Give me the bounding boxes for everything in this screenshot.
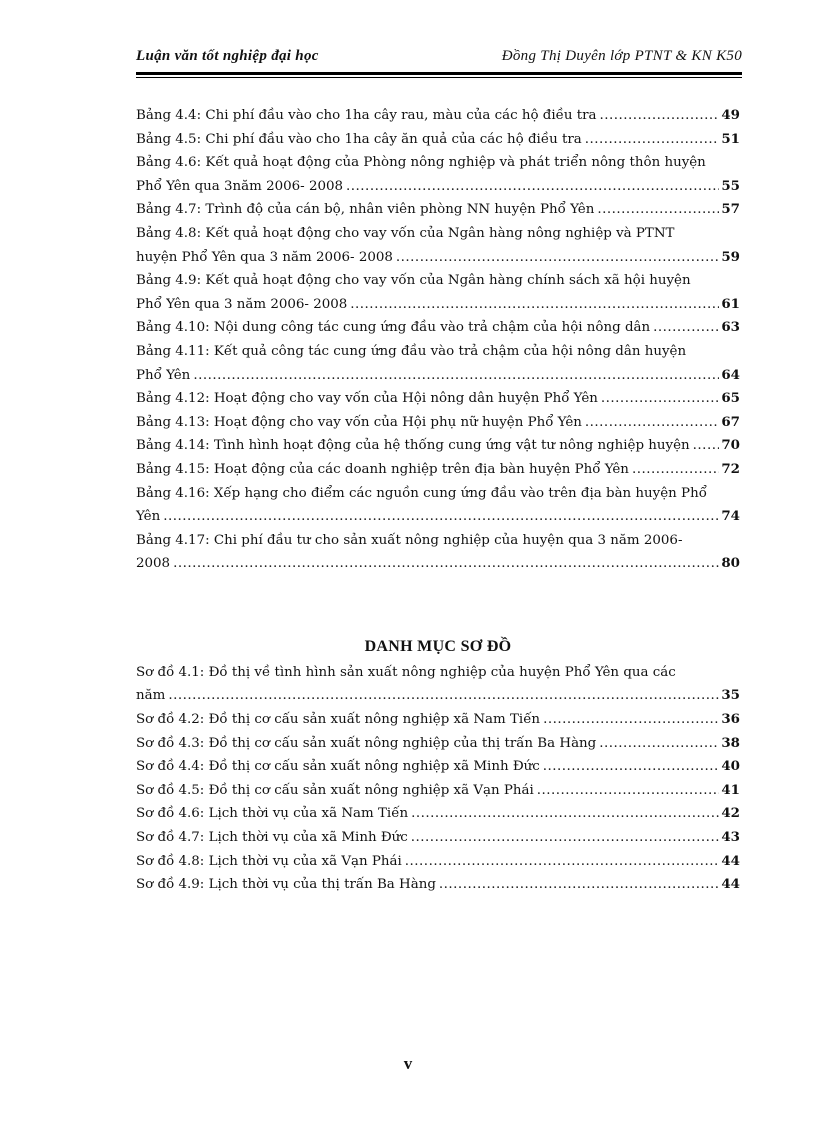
entry-line [136, 128, 740, 152]
table-entry [136, 222, 740, 269]
dot-leader [693, 434, 720, 458]
entry-page-number: 40 [721, 758, 740, 775]
entry-line [136, 779, 740, 803]
entry-page-number: 36 [721, 711, 740, 728]
table-entry [136, 434, 740, 458]
diagram-entry [136, 826, 740, 850]
entry-line [136, 850, 740, 874]
entry-line [136, 661, 740, 685]
entry-page-number: 80 [721, 555, 740, 572]
table-entry [136, 387, 740, 411]
entry-text: huyện Phổ Yên qua 3 năm 2006- 2008 [136, 249, 393, 265]
diagram-entry [136, 708, 740, 732]
entry-page-number: 55 [721, 177, 740, 194]
page-number: v [403, 1054, 413, 1073]
header-author: Đồng Thị Duyên lớp PTNT & KN K50 [501, 48, 742, 64]
table-entry [136, 151, 740, 198]
dot-leader [599, 732, 719, 756]
table-entry [136, 128, 740, 152]
dot-leader [543, 708, 719, 732]
diagram-entry [136, 802, 740, 826]
entry-line [136, 316, 740, 340]
diagram-entry [136, 661, 740, 708]
diagram-entry [136, 732, 740, 756]
entry-page-number: 42 [721, 805, 740, 822]
entry-line [136, 755, 740, 779]
dot-leader [346, 175, 719, 199]
entry-line [136, 246, 740, 270]
diagram-entry [136, 850, 740, 874]
dot-leader [653, 316, 719, 340]
dot-leader [585, 128, 720, 152]
dot-leader [411, 826, 720, 850]
entry-page-number: 43 [721, 829, 740, 846]
dot-leader [168, 684, 719, 708]
entry-text: Sơ đồ 4.6: Lịch thời vụ của xã Nam Tiến [136, 806, 409, 822]
entry-page-number: 44 [721, 852, 740, 869]
dot-leader [585, 411, 719, 435]
entry-line [136, 826, 740, 850]
entry-text: 2008 [136, 556, 171, 572]
entry-line [136, 732, 740, 756]
entry-page-number: 35 [721, 687, 740, 704]
dot-leader [411, 802, 719, 826]
header-rule-thin [136, 77, 742, 78]
entry-page-number: 64 [721, 366, 740, 383]
entry-line [136, 482, 740, 506]
entry-page-number: 67 [721, 413, 740, 430]
entry-text: Sơ đồ 4.4: Đồ thị cơ cấu sản xuất nông nghiệp xã Minh Đức [136, 759, 540, 775]
entry-text: Bảng 4.12: Hoạt động cho vay vốn của Hội nông dân huyện Phổ Yên [136, 391, 598, 407]
table-entry [136, 316, 740, 340]
entry-line [136, 708, 740, 732]
entry-page-number: 51 [721, 130, 740, 147]
list-of-tables [136, 104, 740, 576]
entry-page-number: 70 [721, 437, 740, 454]
diagram-entry [136, 873, 740, 897]
entry-page-number: 59 [721, 248, 740, 265]
table-of-contents [136, 104, 740, 897]
entry-text: Bảng 4.11: Kết quả công tác cung ứng đầu vào trả chậm của hội nông dân huyện [136, 343, 687, 359]
entry-text: Sơ đồ 4.5: Đồ thị cơ cấu sản xuất nông nghiệp xã Vạn Phái [136, 782, 534, 798]
entry-line [136, 505, 740, 529]
entry-line [136, 802, 740, 826]
entry-text: Bảng 4.10: Nội dung công tác cung ứng đầu vào trả chậm của hội nông dân [136, 320, 651, 336]
entry-text: Sơ đồ 4.9: Lịch thời vụ của thị trấn Ba Hàng [136, 877, 436, 893]
table-entry [136, 269, 740, 316]
entry-line [136, 222, 740, 246]
running-header [136, 44, 742, 74]
dot-leader [193, 364, 719, 388]
entry-line [136, 684, 740, 708]
dot-leader [537, 779, 720, 803]
table-entry [136, 198, 740, 222]
entry-text: Bảng 4.16: Xếp hạng cho điểm các nguồn cung ứng đầu vào trên địa bàn huyện Phổ [136, 485, 707, 501]
table-entry [136, 529, 740, 576]
entry-line [136, 293, 740, 317]
dot-leader [543, 755, 720, 779]
entry-text: Phổ Yên [136, 367, 191, 383]
header-rule-thick [136, 72, 742, 75]
entry-text: năm [136, 688, 166, 704]
entry-text: Yên [136, 509, 161, 525]
dot-leader [405, 850, 720, 874]
entry-page-number: 74 [721, 508, 740, 525]
entry-page-number: 49 [721, 107, 740, 123]
entry-text: Bảng 4.13: Hoạt động cho vay vốn của Hội phụ nữ huyện Phổ Yên [136, 414, 582, 430]
table-entry [136, 411, 740, 435]
entry-page-number: 57 [721, 201, 740, 218]
entry-line [136, 552, 740, 576]
entry-text: Sơ đồ 4.8: Lịch thời vụ của xã Vạn Phái [136, 853, 402, 869]
entry-line [136, 434, 740, 458]
dot-leader [600, 104, 720, 128]
entry-text: Bảng 4.14: Tình hình hoạt động của hệ thống cung ứng vật tư nông nghiệp huyện [136, 438, 690, 454]
entry-text: Bảng 4.5: Chi phí đầu vào cho 1ha cây ăn quả của các hộ điều tra [136, 131, 582, 147]
entry-text: Phổ Yên qua 3 năm 2006- 2008 [136, 296, 348, 312]
entry-line [136, 340, 740, 364]
dot-leader [396, 246, 719, 270]
entry-page-number: 44 [721, 876, 740, 893]
entry-text: Bảng 4.6: Kết quả hoạt động của Phòng nông nghiệp và phát triển nông thôn huyện [136, 155, 706, 171]
section-title: DANH MỤC SƠ ĐỒ [364, 637, 512, 655]
entry-page-number: 41 [721, 781, 740, 798]
entry-line [136, 873, 740, 897]
entry-line [136, 175, 740, 199]
header-thesis-title: Luận văn tốt nghiệp đại học [136, 48, 319, 64]
entry-text: Bảng 4.4: Chi phí đầu vào cho 1ha cây rau, màu của các hộ điều tra [136, 108, 597, 123]
entry-line [136, 151, 740, 175]
entry-text: Bảng 4.9: Kết quả hoạt động cho vay vốn của Ngân hàng chính sách xã hội huyện [136, 273, 691, 289]
entry-text: Bảng 4.7: Trình độ của cán bộ, nhân viên phòng NN huyện Phổ Yên [136, 202, 595, 218]
dot-leader [350, 293, 719, 317]
entry-page-number: 38 [721, 734, 740, 751]
table-entry [136, 458, 740, 482]
entry-line [136, 458, 740, 482]
dot-leader [439, 873, 719, 897]
entry-text: Phổ Yên qua 3năm 2006- 2008 [136, 178, 344, 194]
entry-line [136, 198, 740, 222]
list-of-diagrams [136, 661, 740, 897]
entry-page-number: 61 [721, 295, 740, 312]
entry-text: Bảng 4.8: Kết quả hoạt động cho vay vốn của Ngân hàng nông nghiệp và PTNT [136, 225, 675, 241]
entry-line [136, 387, 740, 411]
entry-text: Sơ đồ 4.3: Đồ thị cơ cấu sản xuất nông nghiệp của thị trấn Ba Hàng [136, 735, 597, 751]
dot-leader [597, 198, 719, 222]
dot-leader [632, 458, 719, 482]
dot-leader [163, 505, 719, 529]
entry-line [136, 269, 740, 293]
table-entry [136, 482, 740, 529]
entry-line [136, 529, 740, 553]
diagram-entry [136, 755, 740, 779]
dot-leader [601, 387, 719, 411]
entry-page-number: 65 [721, 390, 740, 407]
entry-text: Sơ đồ 4.1: Đồ thị về tình hình sản xuất nông nghiệp của huyện Phổ Yên qua các [136, 664, 676, 680]
entry-line [136, 364, 740, 388]
entry-page-number: 72 [721, 460, 740, 477]
entry-line [136, 104, 740, 128]
entry-text: Sơ đồ 4.7: Lịch thời vụ của xã Minh Đức [136, 830, 408, 846]
entry-text: Sơ đồ 4.2: Đồ thị cơ cấu sản xuất nông nghiệp xã Nam Tiến [136, 712, 541, 728]
entry-page-number: 63 [721, 319, 740, 336]
diagram-entry [136, 779, 740, 803]
table-entry [136, 340, 740, 387]
entry-text: Bảng 4.17: Chi phí đầu tư cho sản xuất nông nghiệp của huyện qua 3 năm 2006- [136, 532, 683, 548]
dot-leader [173, 552, 719, 576]
entry-text: Bảng 4.15: Hoạt động của các doanh nghiệp trên địa bàn huyện Phổ Yên [136, 461, 629, 477]
table-entry [136, 104, 740, 128]
entry-line [136, 411, 740, 435]
